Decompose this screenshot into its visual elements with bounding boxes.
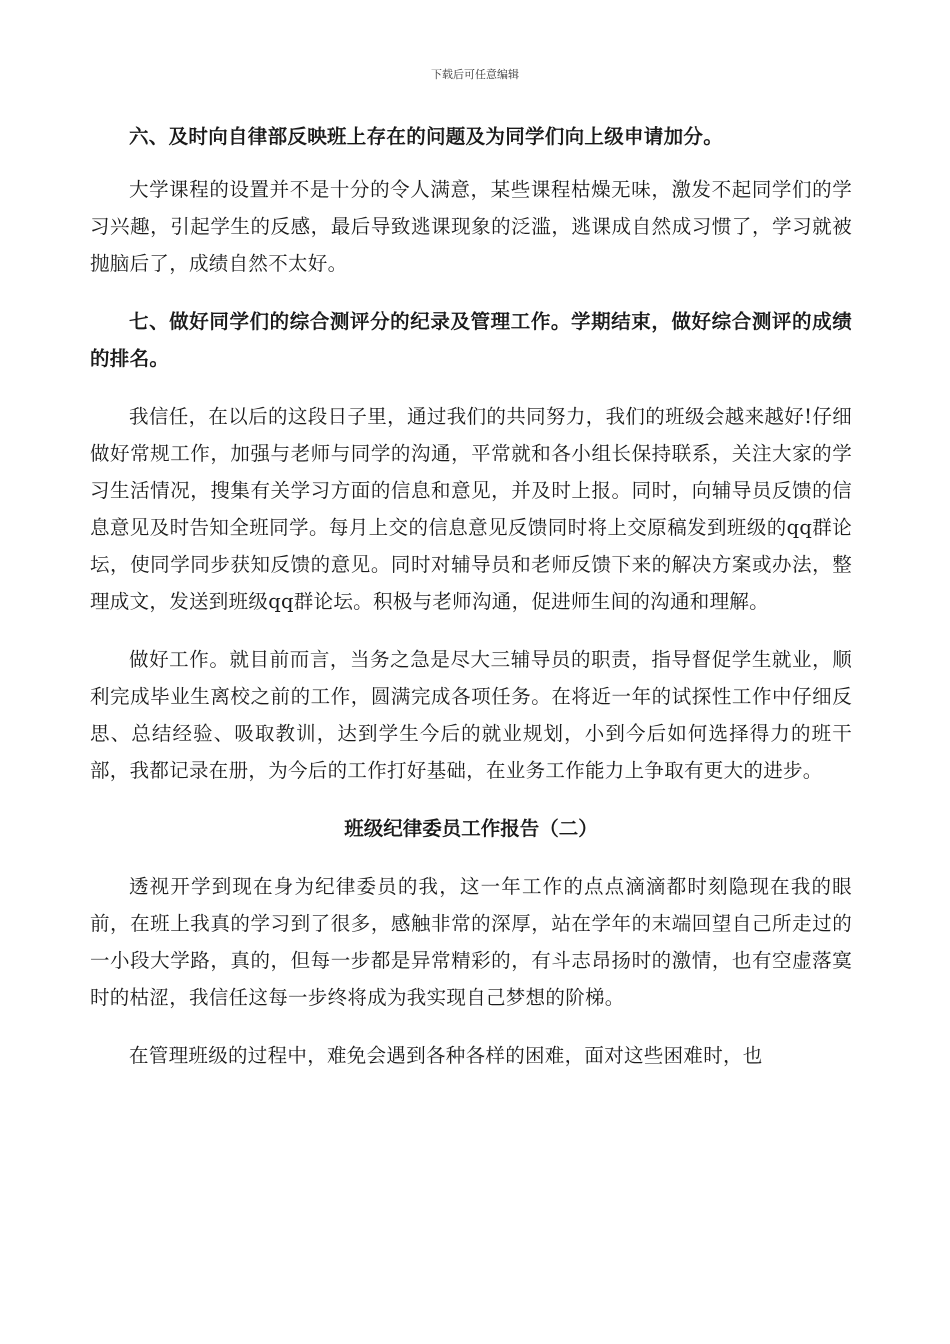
document-body [90,118,852,1074]
section-6-body: 大学课程的设置并不是十分的令人满意，某些课程枯燥无味，激发不起同学们的学习兴趣，引起学生的反感，最后导致逃课现象的泛滥，逃课成自然成习惯了，学习就被抛脑后了，成绩自然不太好。 [90,178,852,275]
header-note: 下载后可任意编辑 [431,68,519,81]
paragraph-review: 透视开学到现在身为纪律委员的我，这一年工作的点点滴滴都时刻隐现在我的眼前，在班上我真的学习到了很多，感触非常的深厚，站在学年的末端回望自己所走过的一小段大学路，真的，但每一步都是异常精彩的，有斗志昂扬时的激情，也有空虚落寞时的枯涩，我信任这每一步终将成为我实现自己梦想的阶梯。 [90,875,852,1009]
section-7-heading: 七、做好同学们的综合测评分的纪录及管理工作。学期结束，做好综合测评的成绩的排名。 [90,310,852,370]
paragraph-manage: 在管理班级的过程中，难免会遇到各种各样的困难，面对这些困难时，也 [129,1044,763,1067]
paragraph-work: 做好工作。就目前而言，当务之急是尽大三辅导员的职责，指导督促学生就业，顺利完成毕业生离校之前的工作，圆满完成各项任务。在将近一年的试探性工作中仔细反思、总结经验、吸取教训，达到学生今后的就业规划，小到今后如何选择得力的班干部，我都记录在册，为今后的工作打好基础，在业务工作能力上争取有更大的进步。 [90,648,852,782]
report-2-title: 班级纪律委员工作报告（二） [344,817,598,840]
paragraph-trust: 我信任，在以后的这段日子里，通过我们的共同努力，我们的班级会越来越好!仔细做好常规工作，加强与老师与同学的沟通，平常就和各小组长保持联系，关注大家的学习生活情况，搜集有关学习方面的信息和意见，并及时上报。同时，向辅导员反馈的信息意见及时告知全班同学。每月上交的信息意见反馈同时将上交原稿发到班级的qq群论坛，使同学同步获知反馈的意见。同时对辅导员和老师反馈下来的解决方案或办法，整理成文，发送到班级qq群论坛。积极与老师沟通，促进师生间的沟通和理解。 [90,405,852,613]
section-6-heading: 六、及时向自律部反映班上存在的问题及为同学们向上级申请加分。 [129,125,724,148]
